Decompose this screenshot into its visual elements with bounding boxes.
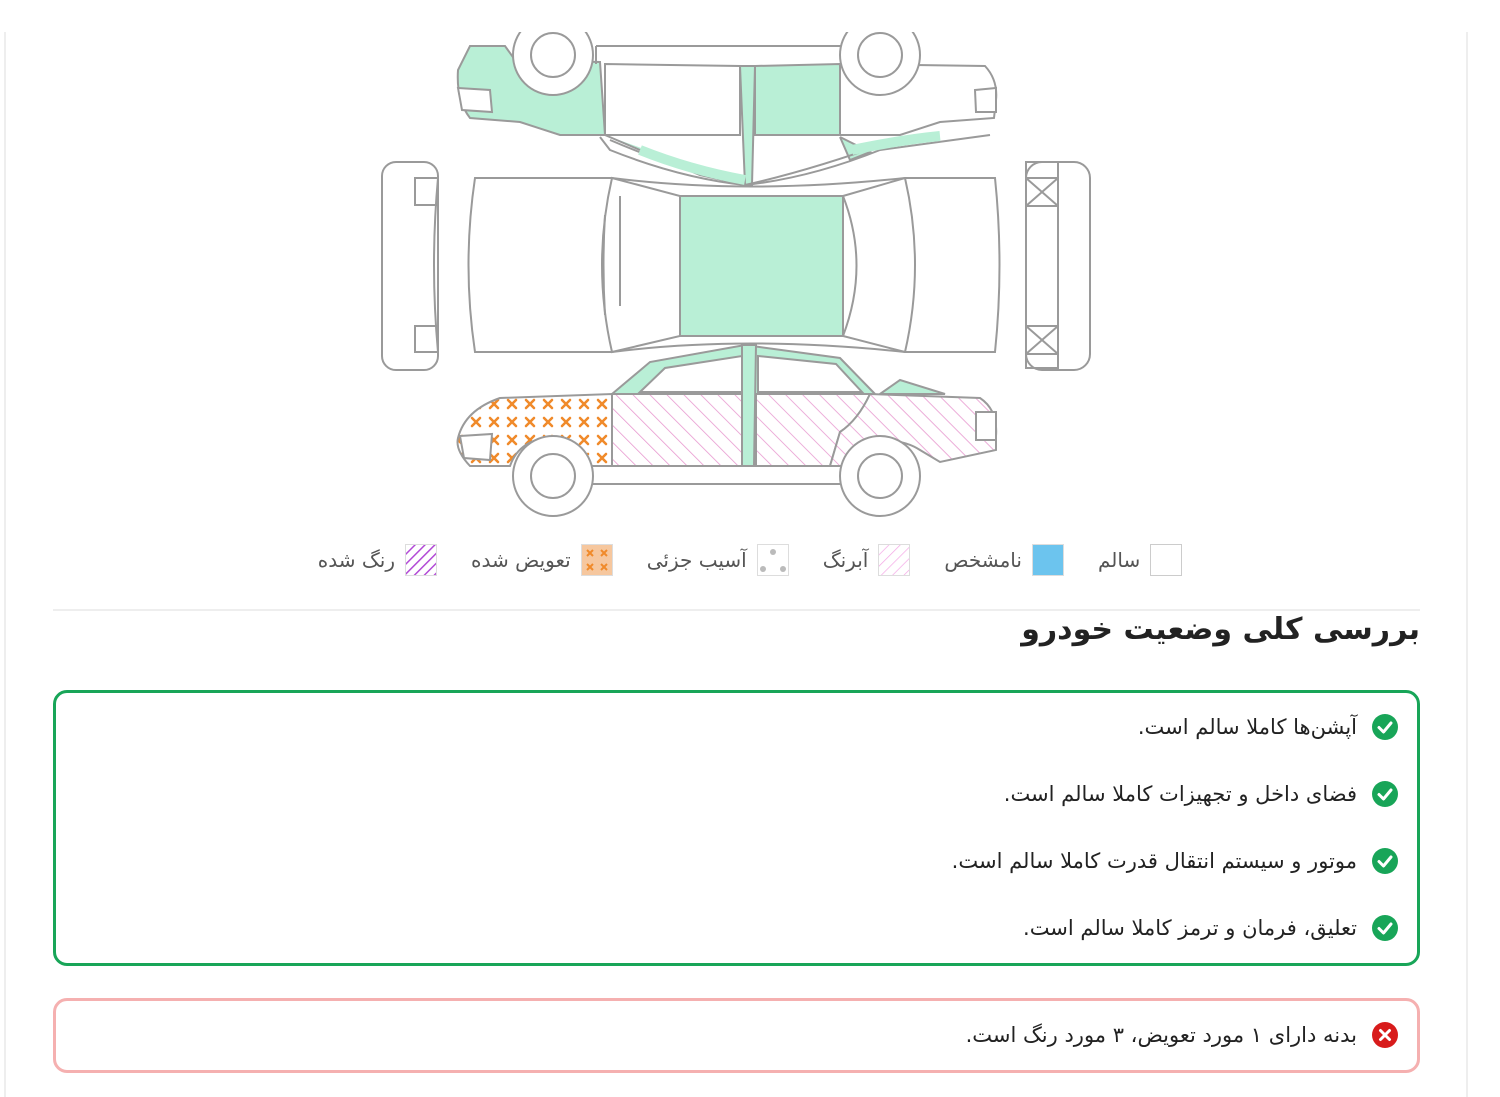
check-circle-icon [1371, 713, 1399, 741]
legend-label-replaced: تعویض شده [471, 548, 571, 572]
legend-unknown [944, 544, 1064, 576]
minor-damage-swatch-icon [757, 544, 789, 576]
car-left-side-view [458, 345, 997, 516]
section-divider [53, 609, 1420, 611]
status-item-text: آپشن‌ها کاملا سالم است. [1137, 715, 1357, 739]
legend-painted [318, 544, 437, 576]
legend-healthy [1098, 544, 1182, 576]
stained-swatch-icon [878, 544, 910, 576]
legend-label-minor-damage: آسیب جزئی [646, 548, 747, 572]
legend-minor-damage [647, 544, 789, 576]
healthy-status-box [53, 690, 1420, 966]
car-right-side-view [458, 15, 997, 185]
status-item-text: بدنه دارای ۱ مورد تعویض، ۳ مورد رنگ است. [965, 1023, 1357, 1047]
legend-label-stained: آبرنگ [822, 548, 869, 572]
unknown-swatch-icon [1032, 544, 1064, 576]
damage-status-box [53, 998, 1420, 1073]
car-body-diagram [0, 0, 1500, 520]
car-top-view [382, 162, 1090, 370]
status-item-text: فضای داخل و تجهیزات کاملا سالم است. [1003, 782, 1357, 806]
replaced-swatch-icon [581, 544, 613, 576]
status-item-text: موتور و سیستم انتقال قدرت کاملا سالم است. [951, 849, 1357, 873]
status-item-text: تعلیق، فرمان و ترمز کاملا سالم است. [1023, 916, 1357, 940]
legend-stained [823, 544, 911, 576]
status-item-options [1138, 713, 1399, 741]
healthy-swatch-icon [1150, 544, 1182, 576]
x-circle-icon [1371, 1021, 1399, 1049]
check-circle-icon [1371, 914, 1399, 942]
status-item-body [966, 1021, 1399, 1049]
legend-label-unknown: نامشخص [944, 548, 1022, 572]
status-item-interior [1004, 780, 1399, 808]
painted-swatch-icon [405, 544, 437, 576]
condition-legend [200, 540, 1300, 580]
status-item-engine [952, 847, 1399, 875]
check-circle-icon [1371, 847, 1399, 875]
legend-label-painted: رنگ شده [317, 548, 395, 572]
status-item-suspension [1023, 914, 1399, 942]
check-circle-icon [1371, 780, 1399, 808]
legend-replaced [471, 544, 613, 576]
section-title: بررسی کلی وضعیت خودرو [1021, 612, 1420, 647]
legend-label-healthy: سالم [1097, 548, 1141, 572]
